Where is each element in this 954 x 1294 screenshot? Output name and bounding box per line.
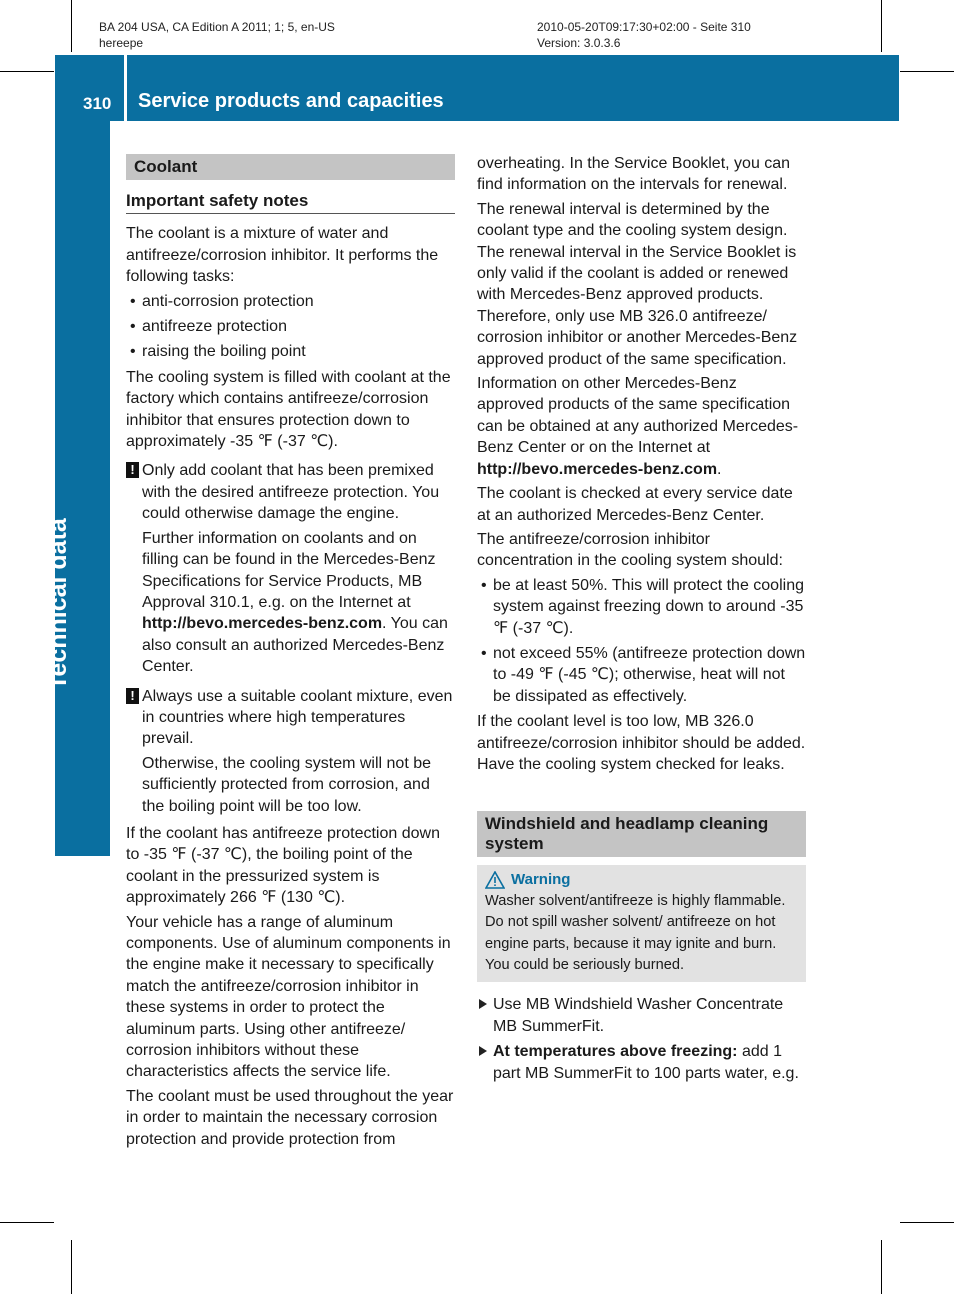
note-text: Always use a suitable coolant mixture, even in countries where high temperatures prevail. xyxy=(142,687,453,748)
crop-mark xyxy=(0,1222,54,1223)
list-item: • antifreeze protection xyxy=(130,318,287,336)
list-item: • not exceed 55% (antifreeze protection down to -49 ℉ (-45 ℃); otherwise, heat will not be dissipated as effectively. xyxy=(481,644,806,705)
paragraph: The antifreeze/corrosion inhibitor concentration in the cooling system should: xyxy=(477,530,783,570)
warning-title: Warning xyxy=(485,869,798,890)
warning-text: Washer solvent/antifreeze is highly flammable. Do not spill washer solvent/ antifreeze on hot engine parts, because it may ignite and burn. You could be seriously burned. xyxy=(485,892,786,973)
meta-timestamp: 2010-05-20T09:17:30+02:00 - Seite 310 xyxy=(537,20,751,34)
concentration-list xyxy=(477,575,806,707)
paragraph: The coolant is a mixture of water and antifreeze/corrosion inhibitor. It performs the following tasks: xyxy=(126,225,439,286)
subheading-safety-notes: Important safety notes xyxy=(126,190,455,214)
paragraph: The cooling system is filled with coolant at the factory which contains antifreeze/corrosion inhibitor that ensures protection down to approximately -35 ℉ (-37 ℃). xyxy=(126,368,451,451)
crop-mark xyxy=(900,71,954,72)
caution-note xyxy=(126,460,455,677)
exclamation-icon: ! xyxy=(126,462,139,478)
crop-mark xyxy=(881,1240,882,1294)
right-column xyxy=(477,153,806,1088)
print-meta-left xyxy=(99,19,335,51)
list-item: • anti-corrosion protection xyxy=(130,292,314,310)
side-tab xyxy=(55,121,110,856)
instruction-step: At temperatures above freezing: add 1 part MB SummerFit to 100 parts water, e.g. xyxy=(477,1041,806,1084)
page-number: 310 xyxy=(83,94,112,113)
instruction-step: Use MB Windshield Washer Concentrate MB SummerFit. xyxy=(477,994,806,1037)
header-divider xyxy=(124,55,127,121)
paragraph: The renewal interval is determined by the coolant type and the cooling system design. The renewal interval in the Service Booklet is only valid if the coolant is added or renewed with Mercedes-Benz approved products. Therefore, only use MB 326.0 antifreeze/ corrosion inhibitor or another Mercedes-Benz approved product of the same specification. xyxy=(477,200,798,368)
list-item: • raising the boiling point xyxy=(130,343,306,361)
section-heading-coolant: Coolant xyxy=(126,154,455,180)
section-heading-windshield: Windshield and headlamp cleaning system xyxy=(477,811,806,857)
crop-mark xyxy=(71,0,72,52)
meta-version: Version: 3.0.3.6 xyxy=(537,36,621,50)
crop-mark xyxy=(881,0,882,52)
crop-mark xyxy=(71,1240,72,1294)
list-item: • be at least 50%. This will protect the cooling system against freezing down to around -35 ℉ (-37 ℃). xyxy=(481,576,804,637)
paragraph: overheating. In the Service Booklet, you can find information on the intervals for renewal. xyxy=(477,155,791,194)
left-column xyxy=(126,154,455,1153)
paragraph: If the coolant level is too low, MB 326.0 antifreeze/corrosion inhibitor should be added. Have the cooling system checked for leaks. xyxy=(477,713,806,773)
paragraph: Your vehicle has a range of aluminum components. Use of aluminum components in the engine make it necessary to specifically match the antifreeze/corrosion inhibitor in these systems in order to protect the aluminum parts. Using other antifreeze/ corrosion inhibitors without these characteristics affects the service life. xyxy=(126,913,451,1081)
link-text: http://bevo.mercedes-benz.com xyxy=(477,460,718,478)
side-tab-label: Technical data xyxy=(44,518,72,690)
page-title: Service products and capacities xyxy=(138,90,444,112)
paragraph: If the coolant has antifreeze protection down to -35 ℉ (-37 ℃), the boiling point of the coolant in the pressurized system is approximately 266 ℉ (130 ℃). xyxy=(126,824,440,907)
meta-edition: BA 204 USA, CA Edition A 2011; 1; 5, en-US xyxy=(99,20,335,34)
paragraph: The coolant must be used throughout the year in order to maintain the necessary corrosion protection and provide protection from xyxy=(126,1087,454,1148)
note-text: Otherwise, the cooling system will not be sufficiently protected from corrosion, and the boiling point will be too low. xyxy=(142,754,432,815)
warning-box xyxy=(477,865,806,982)
warning-triangle-icon xyxy=(485,871,505,889)
crop-mark xyxy=(0,71,54,72)
step-arrow-icon xyxy=(479,999,487,1009)
meta-user: hereepe xyxy=(99,36,144,50)
crop-mark xyxy=(900,1222,954,1223)
link-text: http://bevo.mercedes-benz.com xyxy=(142,615,383,633)
exclamation-icon: ! xyxy=(126,688,139,704)
print-meta-right xyxy=(537,19,751,51)
caution-note xyxy=(126,686,455,817)
note-text: Only add coolant that has been premixed with the desired antifreeze protection. You could otherwise damage the engine. xyxy=(142,462,440,523)
paragraph: Information on other Mercedes-Benz approved products of the same specification can be obtained at any authorized Mercedes-Benz Center or on the Internet at http://bevo.mercedes-benz.com. xyxy=(477,375,799,478)
paragraph: The coolant is checked at every service date at an authorized Mercedes-Benz Center. xyxy=(477,485,793,524)
step-arrow-icon xyxy=(479,1046,487,1056)
note-text: Further information on coolants and on filling can be found in the Mercedes-Benz Specifications for Service Products, MB Approval 310.1, e.g. on the Internet at http://bevo.mercedes-benz.com. You can also consult an authorized Mercedes-Benz Center. xyxy=(142,529,448,676)
task-list xyxy=(126,291,455,363)
